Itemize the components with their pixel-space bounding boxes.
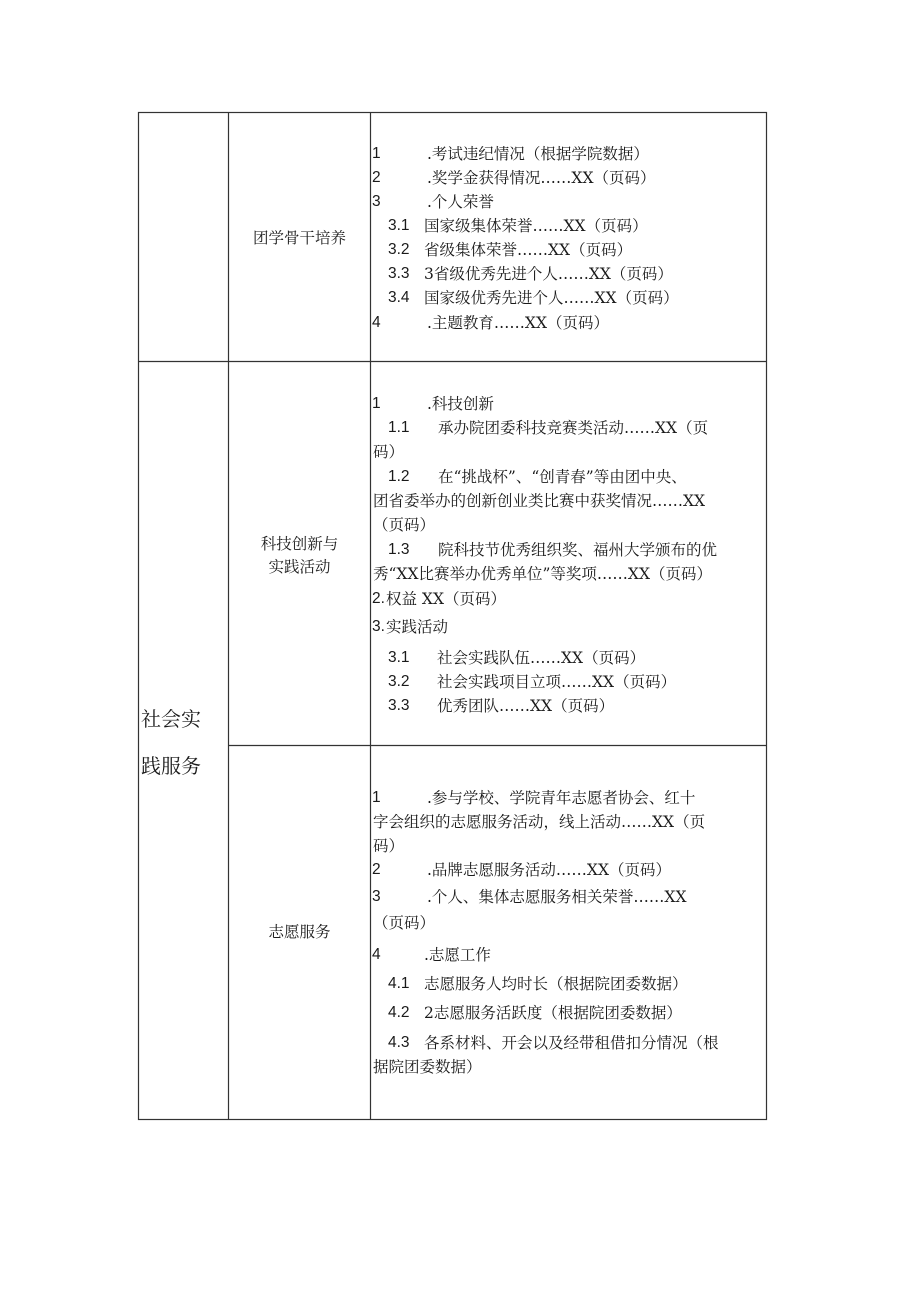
item-text: 优秀团队……XX（页码） bbox=[437, 697, 615, 715]
item-text: 国家级优秀先进个人……XX（页码） bbox=[424, 289, 679, 307]
item-number: 4 bbox=[372, 314, 381, 331]
item-number: 1 bbox=[372, 789, 381, 806]
item-text: .个人荣誉 bbox=[427, 193, 494, 211]
item-text: （页码） bbox=[373, 516, 436, 534]
item-text: .品牌志愿服务活动……XX（页码） bbox=[427, 861, 671, 879]
item-number: 3.2 bbox=[388, 673, 410, 690]
item-number: 1.2 bbox=[388, 468, 410, 485]
item-text: 承办院团委科技竞赛类活动……XX（页 bbox=[438, 419, 709, 437]
item-number: 3 bbox=[372, 193, 381, 210]
item-number: 2. bbox=[372, 590, 385, 607]
item-text: 实践活动 bbox=[386, 618, 449, 636]
item-text: （页码） bbox=[373, 914, 436, 932]
item-text: .奖学金获得情况……XX（页码） bbox=[427, 169, 656, 187]
item-number: 1.3 bbox=[388, 541, 410, 558]
item-number: 3.3 bbox=[388, 265, 410, 282]
item-text: .考试违纪情况（根据学院数据） bbox=[427, 145, 649, 163]
item-text: 字会组织的志愿服务活动，线上活动……XX（页 bbox=[373, 813, 706, 831]
item-number: 3.1 bbox=[388, 649, 410, 666]
item-text: 码） bbox=[373, 837, 405, 855]
item-text: 权益 XX（页码） bbox=[386, 590, 506, 608]
item-text: 国家级集体荣誉……XX（页码） bbox=[424, 217, 648, 235]
item-number: 3.4 bbox=[388, 289, 410, 306]
item-text: 社会实践队伍……XX（页码） bbox=[437, 649, 646, 667]
item-number: 3.1 bbox=[388, 217, 410, 234]
item-text: 院科技节优秀组织奖、福州大学颁布的优 bbox=[438, 541, 718, 559]
item-text: 各系材料、开会以及经带租借扣分情况（根 bbox=[424, 1034, 719, 1052]
section-name: 志愿服务 bbox=[268, 923, 331, 941]
item-number: 3. bbox=[372, 618, 385, 635]
item-text: 据院团委数据） bbox=[373, 1058, 482, 1076]
item-text: .科技创新 bbox=[427, 395, 494, 413]
item-text: 3省级优秀先进个人……XX（页码） bbox=[424, 265, 673, 283]
item-number: 4.2 bbox=[388, 1004, 410, 1021]
item-number: 1 bbox=[372, 145, 381, 162]
item-text: 码） bbox=[373, 443, 405, 461]
item-number: 1.1 bbox=[388, 419, 410, 436]
item-number: 1 bbox=[372, 395, 381, 412]
item-number: 2 bbox=[372, 169, 381, 186]
section-name: 团学骨干培养 bbox=[252, 229, 346, 247]
item-text: 社会实践项目立项……XX（页码） bbox=[437, 673, 677, 691]
item-number: 3.2 bbox=[388, 241, 410, 258]
section-name: 科技创新与 bbox=[260, 535, 339, 553]
item-text: 团省委举办的创新创业类比赛中获奖情况……XX bbox=[373, 492, 706, 510]
item-text: 2志愿服务活跃度（根据院团委数据） bbox=[424, 1004, 682, 1022]
item-text: 秀“XX比赛举办优秀单位”等奖项……XX（页码） bbox=[373, 565, 712, 583]
item-number: 4.3 bbox=[388, 1034, 410, 1051]
category-label: 践服务 bbox=[141, 754, 201, 778]
item-text: 省级集体荣誉……XX（页码） bbox=[424, 241, 633, 259]
item-text: 志愿服务人均时长（根据院团委数据） bbox=[424, 975, 688, 993]
section-name: 实践活动 bbox=[268, 558, 331, 576]
item-number: 3.3 bbox=[388, 697, 410, 714]
item-number: 4.1 bbox=[388, 975, 410, 992]
item-number: 3 bbox=[372, 888, 381, 905]
item-text: .志愿工作 bbox=[424, 946, 491, 964]
item-text: 在“挑战杯”、“创青春”等由团中央、 bbox=[438, 468, 687, 486]
item-number: 4 bbox=[372, 946, 381, 963]
item-text: .个人、集体志愿服务相关荣誉……XX bbox=[427, 888, 687, 906]
item-text: .参与学校、学院青年志愿者协会、红十 bbox=[427, 789, 696, 807]
item-number: 2 bbox=[372, 861, 381, 878]
item-text: .主题教育……XX（页码） bbox=[427, 314, 609, 332]
category-label: 社会实 bbox=[141, 707, 201, 731]
